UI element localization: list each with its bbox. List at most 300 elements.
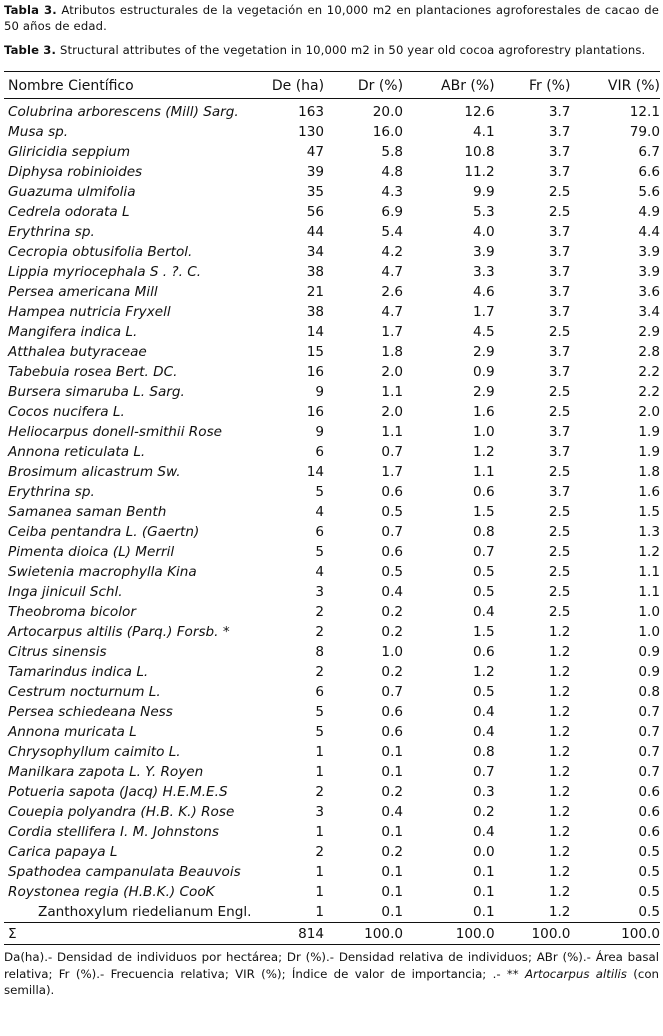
value-cell: 1 xyxy=(315,744,325,760)
caption-english-text: Structural attributes of the vegetation in 10,000 m2 in 50 year old cocoa agroforestry plantations. xyxy=(59,43,646,57)
value-cell: 0.5 xyxy=(381,504,404,520)
table-row xyxy=(4,602,660,622)
value-cell: 0.0 xyxy=(473,844,495,860)
value-cell: 21 xyxy=(306,284,325,300)
value-cell: 0.5 xyxy=(638,884,660,900)
value-cell: 1.9 xyxy=(638,424,660,440)
value-cell: 2.5 xyxy=(548,184,571,200)
caption-english xyxy=(4,42,659,58)
value-cell: 0.6 xyxy=(381,704,404,720)
caption-spanish-text: Atributos estructurales de la vegetación en 10,000 m2 en plantaciones agroforestales de cacao de 50 años de edad. xyxy=(4,3,660,33)
value-cell: 0.8 xyxy=(473,744,495,760)
value-cell: 1.7 xyxy=(381,464,404,480)
value-cell: 16.0 xyxy=(372,124,404,140)
value-cell: 1.2 xyxy=(548,704,571,720)
value-cell: 0.7 xyxy=(638,724,660,740)
value-cell: 1.1 xyxy=(638,584,660,600)
value-cell: 1.0 xyxy=(381,644,404,660)
total-value-cell: 100.0 xyxy=(495,923,571,945)
species-name-cell: Atthalea butyraceae xyxy=(8,344,147,360)
species-name-cell: Ceiba pentandra L. (Gaertn) xyxy=(8,524,200,540)
header-density: De (ha) xyxy=(265,72,324,99)
value-cell: 0.5 xyxy=(473,584,495,600)
value-cell: 3.7 xyxy=(548,264,571,280)
table-row xyxy=(4,842,660,862)
value-cell: 4.2 xyxy=(381,244,404,260)
species-name-cell: Theobroma bicolor xyxy=(8,604,136,620)
value-cell: 3.7 xyxy=(548,284,571,300)
value-cell: 4.9 xyxy=(638,204,660,220)
value-cell: 2.9 xyxy=(473,384,495,400)
species-name-cell: Chrysophyllum caimito L. xyxy=(8,744,181,760)
value-cell: 5.4 xyxy=(381,224,404,240)
value-cell: 0.5 xyxy=(473,684,495,700)
value-cell: 6.9 xyxy=(381,204,404,220)
value-cell: 6 xyxy=(315,684,325,700)
value-cell: 3.9 xyxy=(473,244,495,260)
value-cell: 9 xyxy=(315,424,325,440)
value-cell: 1 xyxy=(315,864,325,880)
total-value-cell: 814 xyxy=(265,923,324,945)
value-cell: 4.1 xyxy=(473,124,495,140)
value-cell: 2 xyxy=(315,844,325,860)
value-cell: 2 xyxy=(315,604,325,620)
table-row xyxy=(4,662,660,682)
value-cell: 1 xyxy=(315,884,325,900)
species-name-cell: Spathodea campanulata Beauvois xyxy=(8,864,241,880)
value-cell: 0.4 xyxy=(381,804,404,820)
total-label-cell: Σ xyxy=(4,923,265,945)
value-cell: 4.5 xyxy=(473,324,495,340)
table-row xyxy=(4,702,660,722)
species-name-cell: Tabebuia rosea Bert. DC. xyxy=(8,364,178,380)
value-cell: 20.0 xyxy=(372,104,404,120)
value-cell: 1.2 xyxy=(548,904,571,920)
value-cell: 47 xyxy=(306,144,325,160)
value-cell: 0.5 xyxy=(638,844,660,860)
table-row xyxy=(4,322,660,342)
value-cell: 16 xyxy=(306,404,325,420)
value-cell: 0.2 xyxy=(381,844,404,860)
species-name-cell: Couepia polyandra (H.B. K.) Rose xyxy=(8,804,235,820)
value-cell: 15 xyxy=(306,344,325,360)
value-cell: 2 xyxy=(315,784,325,800)
value-cell: 1.2 xyxy=(548,844,571,860)
species-name-cell: Heliocarpus donell-smithii Rose xyxy=(8,424,223,440)
value-cell: 0.9 xyxy=(638,644,660,660)
value-cell: 2.8 xyxy=(638,344,660,360)
table-body xyxy=(4,99,660,945)
value-cell: 1.0 xyxy=(638,604,660,620)
value-cell: 0.6 xyxy=(638,784,660,800)
value-cell: 56 xyxy=(306,204,325,220)
value-cell: 2 xyxy=(315,624,325,640)
footnote-text: Da(ha).- Densidad de individuos por hectárea; Dr (%).- Densidad relativa de individuos; ABr (%).- Área basal relativa; Fr (%).- Frecuencia relativa; VIR (%); Índice de valor de importancia; .- ** xyxy=(4,950,659,981)
species-name-cell: Roystonea regia (H.B.K.) CooK xyxy=(8,884,215,900)
value-cell: 0.4 xyxy=(473,604,495,620)
value-cell: 0.7 xyxy=(381,524,404,540)
value-cell: 9.9 xyxy=(473,184,495,200)
value-cell: 3 xyxy=(315,804,325,820)
table-row xyxy=(4,562,660,582)
table-row xyxy=(4,122,660,142)
species-name-cell: Potueria sapota (Jacq) H.E.M.E.S xyxy=(8,784,228,800)
table-header-row xyxy=(4,72,660,99)
value-cell: 0.2 xyxy=(473,804,495,820)
value-cell: 3.7 xyxy=(548,224,571,240)
value-cell: 1.3 xyxy=(638,524,660,540)
header-scientific-name: Nombre Científico xyxy=(4,72,265,99)
footnote xyxy=(4,949,659,999)
table-row xyxy=(4,822,660,842)
species-name-cell: Annona muricata L xyxy=(8,724,137,740)
footnote-tail: (con semilla). xyxy=(4,966,660,997)
value-cell: 1.7 xyxy=(473,304,495,320)
value-cell: 1.9 xyxy=(638,444,660,460)
table-row xyxy=(4,782,660,802)
value-cell: 2.5 xyxy=(548,464,571,480)
species-name-cell: Cestrum nocturnum L. xyxy=(8,684,161,700)
value-cell: 1.0 xyxy=(473,424,495,440)
value-cell: 0.5 xyxy=(473,564,495,580)
value-cell: 34 xyxy=(306,244,325,260)
value-cell: 0.6 xyxy=(381,484,404,500)
species-name-cell: Gliricidia seppium xyxy=(8,144,131,160)
caption-spanish xyxy=(4,2,659,34)
species-name-cell: Persea americana Mill xyxy=(8,284,158,300)
value-cell: 2.0 xyxy=(638,404,660,420)
value-cell: 3.3 xyxy=(473,264,495,280)
value-cell: 0.5 xyxy=(381,564,404,580)
species-name-cell: Samanea saman Benth xyxy=(8,504,167,520)
value-cell: 4 xyxy=(315,504,325,520)
value-cell: 1.2 xyxy=(548,624,571,640)
value-cell: 1.2 xyxy=(548,884,571,900)
value-cell: 0.4 xyxy=(473,824,495,840)
table-row xyxy=(4,682,660,702)
value-cell: 0.4 xyxy=(473,704,495,720)
value-cell: 2.5 xyxy=(548,384,571,400)
value-cell: 0.7 xyxy=(381,684,404,700)
value-cell: 3.4 xyxy=(638,304,660,320)
value-cell: 14 xyxy=(306,464,325,480)
table-row xyxy=(4,202,660,222)
value-cell: 5 xyxy=(315,704,325,720)
species-name-cell: Annona reticulata L. xyxy=(8,444,146,460)
value-cell: 10.8 xyxy=(464,144,495,160)
value-cell: 1.2 xyxy=(473,664,495,680)
value-cell: 163 xyxy=(298,104,325,120)
value-cell: 14 xyxy=(306,324,325,340)
value-cell: 2.5 xyxy=(548,504,571,520)
value-cell: 3.7 xyxy=(548,164,571,180)
value-cell: 0.3 xyxy=(473,784,495,800)
value-cell: 4.6 xyxy=(473,284,495,300)
value-cell: 0.6 xyxy=(473,484,495,500)
total-value-cell: 100.0 xyxy=(403,923,495,945)
value-cell: 1.7 xyxy=(381,324,404,340)
table-row xyxy=(4,762,660,782)
value-cell: 0.1 xyxy=(473,884,495,900)
table-row xyxy=(4,542,660,562)
table-row xyxy=(4,99,660,123)
value-cell: 1.5 xyxy=(638,504,660,520)
value-cell: 2.2 xyxy=(638,384,660,400)
value-cell: 16 xyxy=(306,364,325,380)
value-cell: 2.5 xyxy=(548,584,571,600)
value-cell: 0.5 xyxy=(638,864,660,880)
value-cell: 0.4 xyxy=(473,724,495,740)
table-row xyxy=(4,282,660,302)
value-cell: 130 xyxy=(298,124,325,140)
value-cell: 1.1 xyxy=(381,384,404,400)
value-cell: 6.6 xyxy=(638,164,660,180)
table-row xyxy=(4,502,660,522)
value-cell: 2.0 xyxy=(381,404,404,420)
species-name-cell: Guazuma ulmifolia xyxy=(8,184,136,200)
value-cell: 4.4 xyxy=(638,224,660,240)
value-cell: 3.7 xyxy=(548,444,571,460)
total-value-cell: 100.0 xyxy=(324,923,403,945)
value-cell: 0.6 xyxy=(381,544,404,560)
value-cell: 38 xyxy=(306,304,325,320)
value-cell: 0.8 xyxy=(473,524,495,540)
value-cell: 0.4 xyxy=(381,584,404,600)
value-cell: 5 xyxy=(315,544,325,560)
value-cell: 1.5 xyxy=(473,504,495,520)
species-name-cell: Zanthoxylum riedelianum Engl. xyxy=(38,904,252,920)
value-cell: 0.6 xyxy=(638,804,660,820)
value-cell: 4.3 xyxy=(381,184,404,200)
species-name-cell: Pimenta dioica (L) Merril xyxy=(8,544,175,560)
value-cell: 3.9 xyxy=(638,244,660,260)
value-cell: 0.1 xyxy=(381,824,404,840)
value-cell: 4.7 xyxy=(381,264,404,280)
species-name-cell: Citrus sinensis xyxy=(8,644,107,660)
species-name-cell: Cordia stellifera I. M. Johnstons xyxy=(8,824,219,840)
value-cell: 3 xyxy=(315,584,325,600)
value-cell: 5.8 xyxy=(381,144,404,160)
species-name-cell: Cocos nucifera L. xyxy=(8,404,125,420)
species-name-cell: Erythrina sp. xyxy=(8,224,95,240)
value-cell: 2.5 xyxy=(548,324,571,340)
table-row xyxy=(4,862,660,882)
total-row xyxy=(4,923,660,945)
value-cell: 35 xyxy=(306,184,325,200)
table-row xyxy=(4,622,660,642)
value-cell: 0.1 xyxy=(473,864,495,880)
species-name-cell: Artocarpus altilis (Parq.) Forsb. * xyxy=(8,624,230,640)
species-name-cell: Cedrela odorata L xyxy=(8,204,130,220)
table-row xyxy=(4,422,660,442)
species-name-cell: Manilkara zapota L. Y. Royen xyxy=(8,764,204,780)
value-cell: 0.9 xyxy=(638,664,660,680)
value-cell: 6 xyxy=(315,444,325,460)
value-cell: 5 xyxy=(315,724,325,740)
value-cell: 0.5 xyxy=(638,904,660,920)
value-cell: 2.5 xyxy=(548,524,571,540)
value-cell: 0.1 xyxy=(381,904,404,920)
table-row xyxy=(4,142,660,162)
value-cell: 1.2 xyxy=(548,644,571,660)
value-cell: 0.2 xyxy=(381,664,404,680)
value-cell: 0.7 xyxy=(638,744,660,760)
species-name-cell: Erythrina sp. xyxy=(8,484,95,500)
value-cell: 4.7 xyxy=(381,304,404,320)
value-cell: 3.7 xyxy=(548,244,571,260)
footnote-italic-species: Artocarpus altilis xyxy=(525,966,627,981)
value-cell: 1.1 xyxy=(473,464,495,480)
table-row xyxy=(4,802,660,822)
value-cell: 1.2 xyxy=(473,444,495,460)
value-cell: 1.2 xyxy=(548,744,571,760)
value-cell: 0.7 xyxy=(473,544,495,560)
table-row xyxy=(4,482,660,502)
species-name-cell: Hampea nutricia Fryxell xyxy=(8,304,171,320)
value-cell: 5.3 xyxy=(473,204,495,220)
species-name-cell: Persea schiedeana Ness xyxy=(8,704,173,720)
species-name-cell: Brosimum alicastrum Sw. xyxy=(8,464,181,480)
value-cell: 11.2 xyxy=(464,164,495,180)
value-cell: 1.2 xyxy=(548,864,571,880)
value-cell: 0.6 xyxy=(473,644,495,660)
species-name-cell: Mangifera indica L. xyxy=(8,324,138,340)
header-relative-frequency: Fr (%) xyxy=(495,72,571,99)
value-cell: 2.9 xyxy=(473,344,495,360)
table-row xyxy=(4,182,660,202)
table-row xyxy=(4,382,660,402)
value-cell: 0.2 xyxy=(381,784,404,800)
value-cell: 4 xyxy=(315,564,325,580)
table-row xyxy=(4,582,660,602)
value-cell: 1.2 xyxy=(548,664,571,680)
value-cell: 44 xyxy=(306,224,325,240)
value-cell: 3.9 xyxy=(638,264,660,280)
value-cell: 1.6 xyxy=(638,484,660,500)
value-cell: 3.7 xyxy=(548,124,571,140)
species-name-cell: Bursera simaruba L. Sarg. xyxy=(8,384,185,400)
table-row xyxy=(4,402,660,422)
table-row xyxy=(4,162,660,182)
value-cell: 1.8 xyxy=(638,464,660,480)
value-cell: 3.7 xyxy=(548,104,571,120)
value-cell: 3.7 xyxy=(548,364,571,380)
header-relative-density: Dr (%) xyxy=(324,72,403,99)
header-importance-value: VIR (%) xyxy=(570,72,660,99)
value-cell: 9 xyxy=(315,384,325,400)
value-cell: 0.7 xyxy=(638,764,660,780)
value-cell: 2.5 xyxy=(548,544,571,560)
table-row xyxy=(4,222,660,242)
species-name-cell: Carica papaya L xyxy=(8,844,118,860)
species-name-cell: Diphysa robinioides xyxy=(8,164,143,180)
value-cell: 12.6 xyxy=(464,104,495,120)
value-cell: 3.7 xyxy=(548,484,571,500)
value-cell: 6.7 xyxy=(638,144,660,160)
table-row xyxy=(4,242,660,262)
value-cell: 0.1 xyxy=(381,744,404,760)
value-cell: 0.7 xyxy=(638,704,660,720)
table-row xyxy=(4,442,660,462)
species-name-cell: Musa sp. xyxy=(8,124,69,140)
value-cell: 3.7 xyxy=(548,304,571,320)
table-row xyxy=(4,522,660,542)
value-cell: 1.5 xyxy=(473,624,495,640)
value-cell: 5.6 xyxy=(638,184,660,200)
value-cell: 0.7 xyxy=(473,764,495,780)
value-cell: 2.5 xyxy=(548,564,571,580)
table-row xyxy=(4,642,660,662)
value-cell: 3.7 xyxy=(548,344,571,360)
table-row xyxy=(4,362,660,382)
value-cell: 12.1 xyxy=(629,104,660,120)
value-cell: 4.8 xyxy=(381,164,404,180)
species-name-cell: Cecropia obtusifolia Bertol. xyxy=(8,244,193,260)
value-cell: 1 xyxy=(315,904,325,920)
value-cell: 6 xyxy=(315,524,325,540)
value-cell: 1.2 xyxy=(638,544,660,560)
value-cell: 1.6 xyxy=(473,404,495,420)
value-cell: 1.2 xyxy=(548,724,571,740)
value-cell: 0.6 xyxy=(381,724,404,740)
table-row xyxy=(4,902,660,923)
caption-spanish-label: Tabla 3. xyxy=(4,3,57,17)
caption-english-label: Table 3. xyxy=(4,43,57,57)
value-cell: 2.5 xyxy=(548,204,571,220)
value-cell: 38 xyxy=(306,264,325,280)
value-cell: 5 xyxy=(315,484,325,500)
value-cell: 0.1 xyxy=(381,884,404,900)
table-row xyxy=(4,262,660,282)
species-name-cell: Colubrina arborescens (Mill) Sarg. xyxy=(8,104,239,120)
species-name-cell: Inga jinicuil Schl. xyxy=(8,584,123,600)
table-row xyxy=(4,882,660,902)
value-cell: 1.8 xyxy=(381,344,404,360)
vegetation-table xyxy=(4,71,660,945)
total-value-cell: 100.0 xyxy=(570,923,660,945)
table-row xyxy=(4,342,660,362)
value-cell: 0.6 xyxy=(638,824,660,840)
value-cell: 39 xyxy=(306,164,325,180)
value-cell: 1.1 xyxy=(381,424,404,440)
value-cell: 2.0 xyxy=(381,364,404,380)
value-cell: 0.7 xyxy=(381,444,404,460)
value-cell: 1.1 xyxy=(638,564,660,580)
species-name-cell: Lippia myriocephala S . ?. C. xyxy=(8,264,202,280)
species-name-cell: Tamarindus indica L. xyxy=(8,664,149,680)
value-cell: 2.2 xyxy=(638,364,660,380)
value-cell: 3.7 xyxy=(548,424,571,440)
value-cell: 3.7 xyxy=(548,144,571,160)
value-cell: 0.2 xyxy=(381,604,404,620)
value-cell: 1.2 xyxy=(548,764,571,780)
value-cell: 3.6 xyxy=(638,284,660,300)
table-row xyxy=(4,462,660,482)
value-cell: 1.2 xyxy=(548,684,571,700)
value-cell: 1.2 xyxy=(548,784,571,800)
value-cell: 1.0 xyxy=(638,624,660,640)
value-cell: 2 xyxy=(315,664,325,680)
table-row xyxy=(4,302,660,322)
header-relative-basal-area: ABr (%) xyxy=(403,72,495,99)
value-cell: 2.9 xyxy=(638,324,660,340)
value-cell: 0.1 xyxy=(381,764,404,780)
value-cell: 2.6 xyxy=(381,284,404,300)
value-cell: 8 xyxy=(315,644,325,660)
value-cell: 4.0 xyxy=(473,224,495,240)
value-cell: 0.1 xyxy=(381,864,404,880)
value-cell: 1 xyxy=(315,824,325,840)
